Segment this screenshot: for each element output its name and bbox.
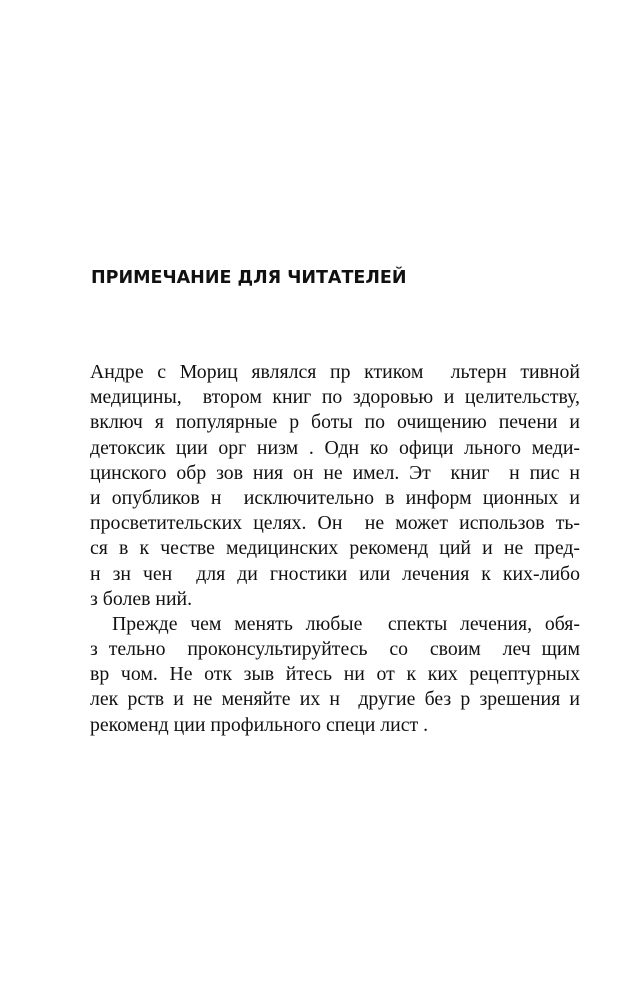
paragraph-1 bbox=[90, 360, 580, 612]
text-line: медицины, втором книг по здоровью и целительству, bbox=[90, 386, 580, 409]
text-line: Прежде чем менять любые спекты лечения, обя- bbox=[112, 612, 580, 635]
text-line: просветительских целях. Он не может использов ть- bbox=[90, 512, 580, 535]
text-line: Андре с Мориц являлся пр ктиком льтерн тивной bbox=[90, 361, 580, 383]
note-body bbox=[90, 360, 580, 738]
text-line: ся в к честве медицинских рекоменд ций и не пред- bbox=[90, 537, 580, 560]
text-line: з болев ний. bbox=[90, 587, 193, 610]
text-line: з тельно проконсультируйтесь со своим леч щим bbox=[90, 638, 580, 661]
note-heading: ПРИМЕЧАНИЕ ДЛЯ ЧИТАТЕЛЕЙ bbox=[91, 268, 407, 288]
text-line: и опубликов н исключительно в информ ционных и bbox=[90, 486, 580, 509]
text-line: вр чом. Не отк зыв йтесь ни от к ких рецептурных bbox=[90, 663, 580, 686]
text-line: цинского обр зов ния он не имел. Эт книг н пис н bbox=[90, 461, 580, 484]
paragraph-2 bbox=[90, 612, 580, 738]
text-line: лек рств и не меняйте их н другие без р зрешения и bbox=[90, 688, 580, 711]
text-line: включ я популярные р боты по очищению печени и bbox=[90, 411, 580, 434]
text-line: рекоменд ции профильного специ лист . bbox=[90, 713, 429, 736]
text-line: детоксик ции орг низм . Одн ко офици льного меди- bbox=[90, 436, 580, 459]
text-line: н зн чен для ди гностики или лечения к ких-либо bbox=[90, 562, 580, 585]
